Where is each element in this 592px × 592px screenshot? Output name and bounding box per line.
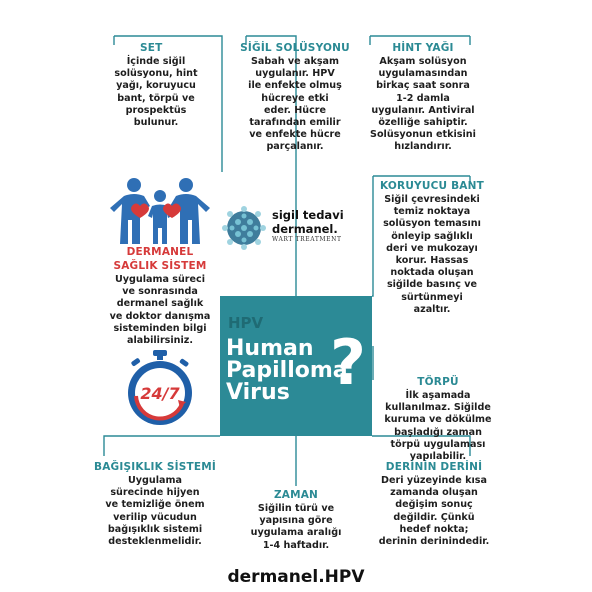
health-line: dermanel sağlık xyxy=(116,298,204,310)
immune-block xyxy=(94,461,216,548)
band-title: KORUYUCU BANT xyxy=(380,180,484,192)
file-block xyxy=(380,376,496,463)
immune-line: ve temizliğe önem xyxy=(105,499,205,511)
set-title: SET xyxy=(140,42,163,54)
family-icon xyxy=(110,176,210,246)
set-block xyxy=(100,42,212,129)
set-line: İçinde siğil xyxy=(126,56,186,67)
file-line: İlk aşamada xyxy=(405,390,471,401)
wart-logo-line: dermanel. xyxy=(272,222,338,236)
hpv-panel xyxy=(220,296,372,436)
solution-line: uygulanır. HPV xyxy=(255,68,335,80)
band-line: solüsyon temasını xyxy=(383,218,481,230)
band-line: sürtünmeyi xyxy=(401,291,463,303)
band-line: korur. Hassas xyxy=(395,255,469,267)
set-line: solüsyonu, hint xyxy=(114,68,198,80)
oil-block xyxy=(364,42,482,154)
oil-line: Akşam solüsyon xyxy=(379,56,467,67)
hpv-title-line: Human xyxy=(226,336,314,361)
set-line: prospektüs xyxy=(125,104,187,116)
virus-icon xyxy=(220,204,268,252)
health-line: sisteminden bilgi xyxy=(113,322,207,334)
oil-line: 1-2 damla xyxy=(396,92,450,104)
health-block xyxy=(104,246,216,347)
band-line: siğilde basınç ve xyxy=(386,279,478,291)
deep-line: Deri yüzeyinde kısa xyxy=(381,475,487,486)
time-line: yapısına göre xyxy=(259,515,333,527)
file-title: TÖRPÜ xyxy=(417,376,459,388)
question-mark: ? xyxy=(330,326,366,399)
clock-label: 24/7 xyxy=(140,384,180,403)
time-title: ZAMAN xyxy=(273,489,319,501)
band-line: deri ve mukozayı xyxy=(386,242,478,254)
time-block xyxy=(238,489,354,552)
health-line: ve doktor danışma xyxy=(109,310,211,322)
solution-line: tarafından emilir xyxy=(249,117,341,129)
band-line: azaltır. xyxy=(413,303,451,315)
hpv-title-line: Papilloma xyxy=(226,358,348,383)
time-line: Siğilin türü ve xyxy=(257,503,335,514)
hpv-title-line: Virus xyxy=(226,380,290,405)
band-block xyxy=(376,180,488,316)
file-line: kullanılmaz. Siğilde xyxy=(385,402,491,414)
health-line: alabilirsiniz. xyxy=(126,335,194,347)
oil-title: HİNT YAĞI xyxy=(392,42,454,54)
band-line: noktada oluşan xyxy=(390,267,474,279)
band-line: önleyip sağlıklı xyxy=(391,230,473,242)
oil-line: birkaç saat sonra xyxy=(376,80,470,92)
file-line: yapılabilir. xyxy=(409,451,467,463)
immune-line: Uygulama xyxy=(128,475,182,486)
deep-title: DERİNİN DERİNİ xyxy=(385,461,483,473)
time-line: 1-4 haftadır. xyxy=(262,539,330,551)
immune-title: BAĞIŞIKLIK SİSTEMİ xyxy=(94,461,216,473)
solution-line: eder. Hücre xyxy=(263,104,326,116)
deep-line: derinin derinindedir. xyxy=(378,536,490,548)
immune-line: desteklenmelidir. xyxy=(108,536,202,548)
set-line: yağı, koruyucu xyxy=(116,80,196,92)
deep-line: hedef nokta; xyxy=(399,523,469,535)
oil-line: uygulanır. Antiviral xyxy=(371,104,475,116)
immune-line: verilip vücudun xyxy=(113,511,197,523)
deep-block xyxy=(372,461,496,548)
solution-line: parçalanır. xyxy=(266,141,324,153)
health-line: ve sonrasında xyxy=(122,286,198,298)
solution-line: Sabah ve akşam xyxy=(250,56,340,67)
brand-footer: dermanel.HPV xyxy=(227,567,365,587)
file-line: törpü uygulaması xyxy=(390,438,486,450)
deep-line: değildir. Çünkü xyxy=(393,511,475,523)
oil-line: uygulamasından xyxy=(378,68,468,80)
wart-logo-line: sigil tedavi xyxy=(272,208,344,222)
set-line: bulunur. xyxy=(133,117,179,129)
deep-line: değişim sonuç xyxy=(395,499,473,511)
hpv-label: HPV xyxy=(228,314,264,332)
solution-block xyxy=(238,42,352,154)
solution-title: SİĞİL SOLÜSYONU xyxy=(240,42,350,54)
deep-line: zamanda oluşan xyxy=(390,487,478,499)
oil-line: özelliğe sahiptir. xyxy=(378,117,468,129)
solution-line: hücreye etki xyxy=(261,92,329,104)
immune-line: sürecinde hijyen xyxy=(110,487,200,499)
clock-badge xyxy=(120,348,200,428)
immune-line: bağışıklık sistemi xyxy=(107,523,203,535)
health-line: Uygulama süreci xyxy=(114,274,206,285)
file-line: kuruma ve dökülme xyxy=(384,414,492,426)
set-line: bant, törpü ve xyxy=(117,92,195,104)
band-line: Siğil çevresindeki xyxy=(384,194,480,205)
solution-line: ve enfekte hücre xyxy=(249,129,341,141)
oil-line: Solüsyonun etkisini xyxy=(370,129,476,141)
oil-line: hızlandırır. xyxy=(394,141,452,153)
solution-line: ile enfekte olmuş xyxy=(248,80,342,92)
file-line: başladığı zaman xyxy=(394,426,482,438)
wart-logo-subline: WART TREATMENT xyxy=(272,236,342,243)
health-title-line: SAĞLIK SİSTEM xyxy=(113,260,207,272)
time-line: uygulama aralığı xyxy=(250,527,342,539)
health-title-line: DERMANEL xyxy=(126,246,194,258)
band-line: temiz noktaya xyxy=(393,206,471,218)
